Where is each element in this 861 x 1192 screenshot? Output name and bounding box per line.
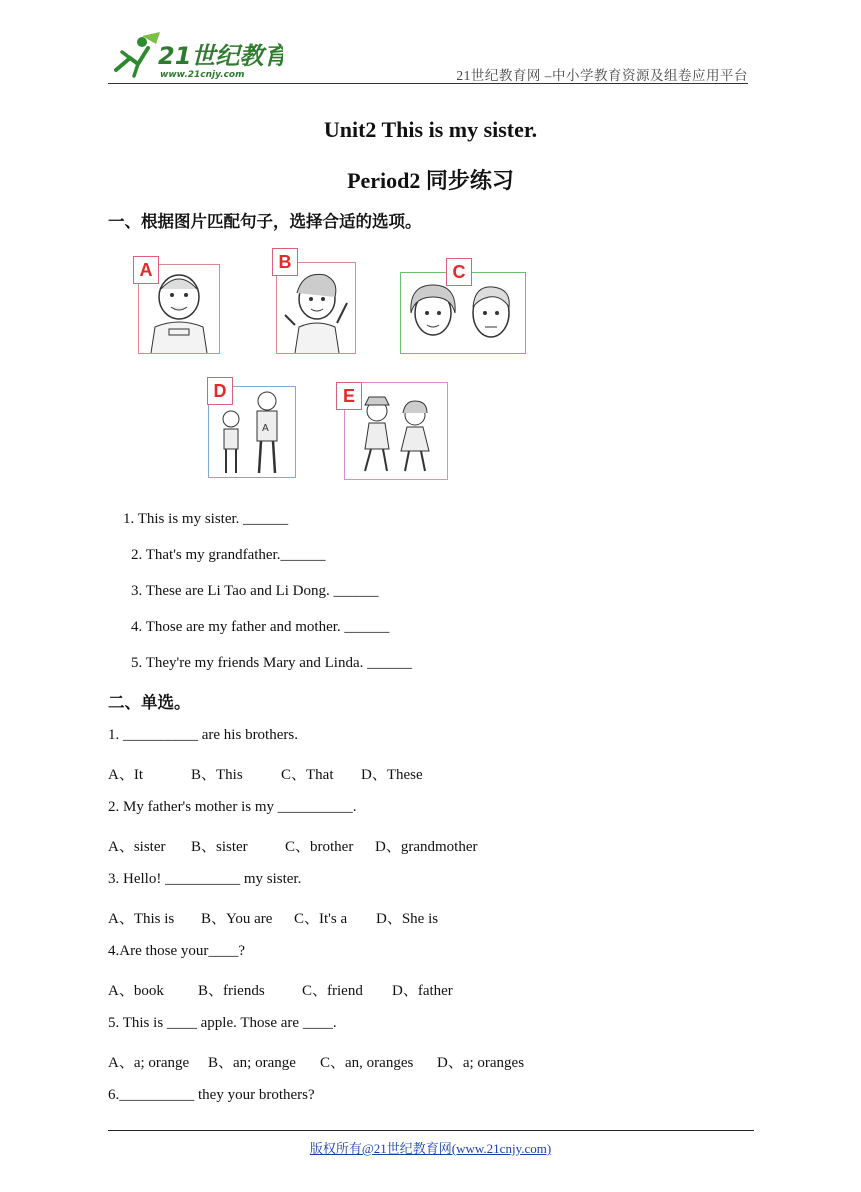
- question-3-option-b: B、You are: [201, 911, 273, 927]
- question-3-option-d: D、She is: [376, 911, 439, 927]
- question-2-option-b: B、sister: [191, 839, 248, 855]
- label-e: E: [336, 382, 362, 410]
- part1-heading: 一、根据图片匹配句子，选择合适的选项。: [108, 212, 422, 231]
- sister-picture: [277, 263, 355, 353]
- svg-text:A: A: [262, 423, 269, 434]
- question-5-option-c: C、an, oranges: [320, 1055, 414, 1071]
- match-item: 5. They're my friends Mary and Linda. ______: [131, 655, 413, 671]
- label-a: A: [133, 256, 159, 284]
- header-divider: [108, 83, 748, 84]
- footer: [0, 1138, 861, 1157]
- logo: [108, 30, 283, 82]
- page-subtitle: Period2 同步练习: [347, 168, 514, 193]
- label-c: C: [446, 258, 472, 286]
- footer-divider: [108, 1130, 754, 1131]
- matching-pictures: [108, 240, 553, 502]
- match-item: 4. Those are my father and mother. ______: [131, 619, 390, 635]
- question-2-option-c: C、brother: [285, 839, 354, 855]
- svg-text:www.21cnjy.com: www.21cnjy.com: [160, 70, 245, 80]
- question-1-option-a: A、It: [108, 767, 143, 783]
- question-1-option-b: B、This: [191, 767, 243, 783]
- question-2-option-a: A、sister: [108, 839, 166, 855]
- question-1-option-d: D、These: [361, 767, 423, 783]
- label-d: D: [207, 377, 233, 405]
- page-title: Unit2 This is my sister.: [323, 117, 538, 142]
- question-4-option-b: B、friends: [198, 983, 265, 999]
- question-2-option-d: D、grandmother: [375, 839, 478, 855]
- question-3: 3. Hello! __________ my sister.: [108, 871, 302, 887]
- match-item: 1. This is my sister. ______: [123, 511, 289, 527]
- question-5-option-a: A、a; orange: [108, 1055, 190, 1071]
- svg-text:21世纪教育: 21世纪教育: [158, 42, 283, 70]
- footer-copyright-link[interactable]: 版权所有@21世纪教育网(www.21cnjy.com): [309, 1141, 552, 1156]
- question-4-option-d: D、father: [392, 983, 453, 999]
- question-5-option-b: B、an; orange: [208, 1055, 296, 1071]
- question-5: 5. This is ____ apple. Those are ____.: [108, 1015, 337, 1031]
- question-4-option-a: A、book: [108, 983, 164, 999]
- label-b: B: [272, 248, 298, 276]
- question-3-option-a: A、This is: [108, 911, 175, 927]
- question-6: 6.__________ they your brothers?: [108, 1087, 315, 1103]
- question-2: 2. My father's mother is my __________.: [108, 799, 357, 815]
- question-1-option-c: C、That: [281, 767, 334, 783]
- question-3-option-c: C、It's a: [294, 911, 348, 927]
- question-1: 1. __________ are his brothers.: [108, 727, 298, 743]
- question-5-option-d: D、a; oranges: [437, 1055, 525, 1071]
- match-item: 2. That's my grandfather.______: [131, 547, 326, 563]
- match-item: 3. These are Li Tao and Li Dong. ______: [131, 583, 379, 599]
- header-site-tagline: 21世纪教育网 –中小学教育资源及组卷应用平台: [456, 68, 748, 83]
- question-4-option-c: C、friend: [302, 983, 363, 999]
- part2-heading: 二、单选。: [108, 693, 191, 712]
- question-4: 4.Are those your____?: [108, 943, 246, 959]
- runner-logo-icon: [108, 30, 283, 82]
